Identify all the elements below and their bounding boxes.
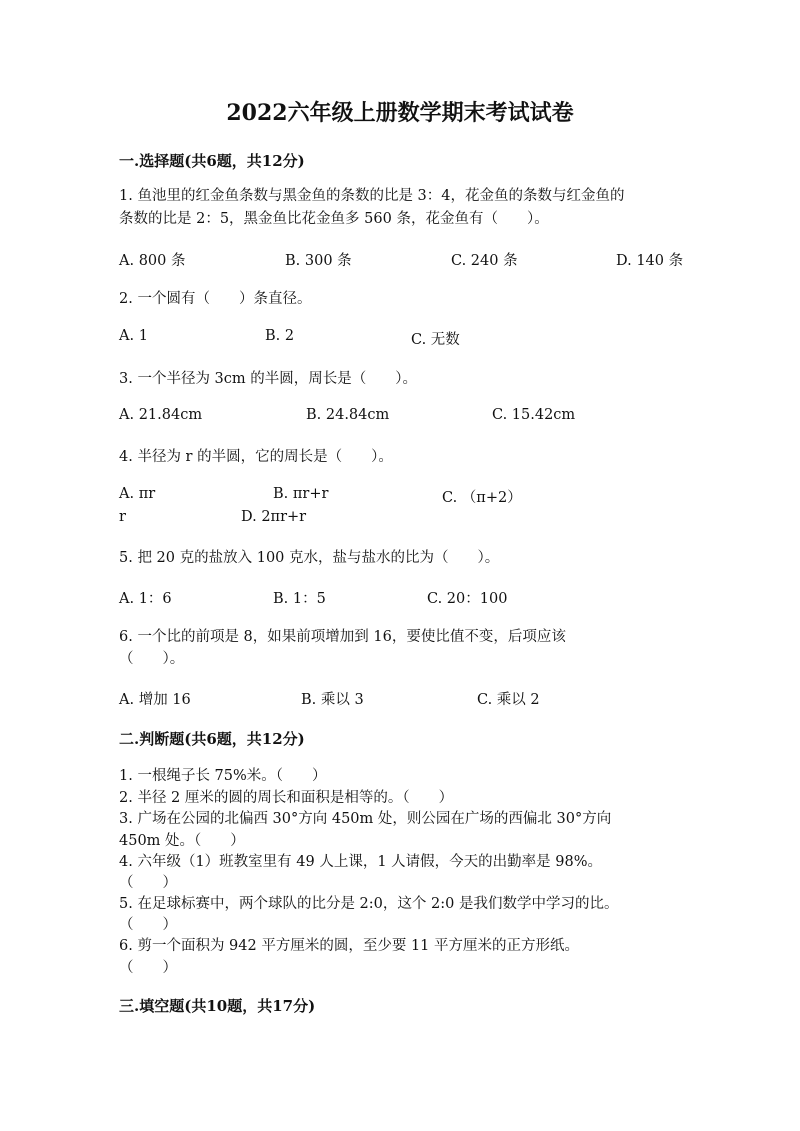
judgment-line: 3. 广场在公园的北偏西 30°方向 450m 处，则公园在广场的西偏北 30°方向 [119, 811, 612, 827]
question-4-option-c-continued: r [119, 509, 126, 525]
question-2-option-c: C. 无数 [411, 332, 460, 348]
judgment-line: （ ） [119, 875, 177, 891]
question-5-option-a: A. 1：6 [119, 591, 172, 607]
judgment-line: 2. 半径 2 厘米的圆的周长和面积是相等的。（ ） [119, 790, 454, 806]
question-4-option-d: D. 2πr+r [241, 509, 307, 525]
question-4-option-a: A. πr [119, 486, 156, 502]
question-4-option-b: B. πr+r [273, 486, 329, 502]
question-6-line-2: （ ）。 [119, 651, 185, 667]
section-heading-judgment: 二.判断题(共6题，共12分) [119, 730, 305, 748]
question-5-option-b: B. 1：5 [273, 591, 326, 607]
question-1-line-2: 条数的比是 2：5，黑金鱼比花金鱼多 560 条，花金鱼有（ ）。 [119, 211, 549, 227]
section-heading-fill-in: 三.填空题(共10题，共17分) [119, 997, 316, 1015]
question-6-option-a: A. 增加 16 [119, 692, 191, 708]
question-1-option-a: A. 800 条 [119, 253, 186, 269]
question-1-option-d: D. 140 条 [616, 253, 684, 269]
judgment-line: （ ） [119, 960, 177, 976]
section-heading-choice: 一.选择题(共6题，共12分) [119, 152, 305, 170]
question-6-line-1: 6. 一个比的前项是 8，如果前项增加到 16，要使比值不变，后项应该 [119, 629, 566, 645]
judgment-line: 1. 一根绳子长 75%米。（ ） [119, 768, 327, 784]
question-3: 3. 一个半径为 3cm 的半圆，周长是（ ）。 [119, 371, 418, 387]
question-2: 2. 一个圆有（ ）条直径。 [119, 291, 312, 307]
question-2-option-b: B. 2 [265, 328, 295, 344]
question-2-option-a: A. 1 [119, 328, 148, 344]
question-6-option-b: B. 乘以 3 [301, 692, 364, 708]
judgment-line: 4. 六年级（1）班教室里有 49 人上课，1 人请假，今天的出勤率是 98%。 [119, 854, 603, 870]
question-4-option-c: C. （π+2） [442, 490, 522, 506]
judgment-line: （ ） [119, 917, 177, 933]
judgment-line: 6. 剪一个面积为 942 平方厘米的圆，至少要 11 平方厘米的正方形纸。 [119, 938, 580, 954]
page-title: 2022六年级上册数学期末考试试卷 [226, 100, 574, 126]
question-1-option-c: C. 240 条 [451, 253, 518, 269]
question-1-option-b: B. 300 条 [285, 253, 352, 269]
question-3-option-a: A. 21.84cm [119, 407, 203, 423]
question-4: 4. 半径为 r 的半圆，它的周长是（ ）。 [119, 449, 393, 465]
judgment-line: 450m 处。（ ） [119, 833, 245, 849]
question-3-option-c: C. 15.42cm [492, 407, 576, 423]
question-6-option-c: C. 乘以 2 [477, 692, 540, 708]
question-3-option-b: B. 24.84cm [306, 407, 390, 423]
question-1-line-1: 1. 鱼池里的红金鱼条数与黑金鱼的条数的比是 3：4，花金鱼的条数与红金鱼的 [119, 188, 625, 204]
question-5-option-c: C. 20：100 [427, 591, 508, 607]
judgment-line: 5. 在足球标赛中，两个球队的比分是 2:0，这个 2:0 是我们数学中学习的比。 [119, 896, 619, 912]
question-5: 5. 把 20 克的盐放入 100 克水，盐与盐水的比为（ ）。 [119, 550, 500, 566]
